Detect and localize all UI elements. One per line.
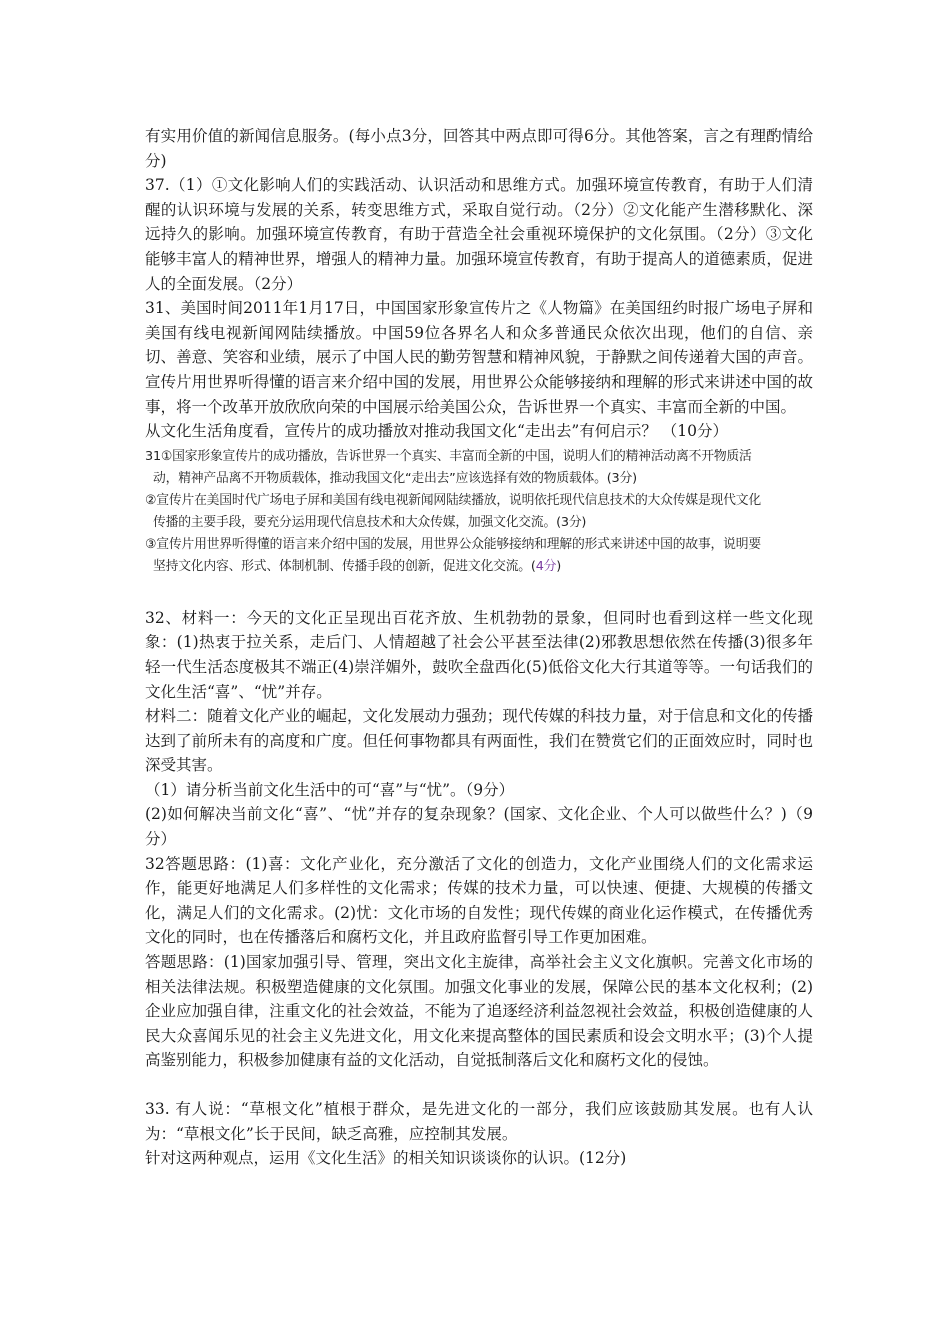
answer-31-line-3: ②宣传片在美国时代广场电子屏和美国有线电视新闻网陆续播放，说明依托现代信息技术的大众传媒是现代文化 [145,492,761,508]
answer-31-score: 4分 [535,558,557,574]
paragraph-question-32-part-2: (2)如何解决当前文化“喜”、“忧”并存的复杂现象？(国家、文化企业、个人可以做些什么？)（9分） [145,805,813,849]
paragraph-question-32-part-1: （1）请分析当前文化生活中的可“喜”与“忧”。（9分） [145,780,515,799]
answer-31-line-1: 31①国家形象宣传片的成功播放，告诉世界一个真实、丰富而全新的中国，说明人们的精神活动离不开物质活 [145,448,752,464]
paragraph-question-32-material-1: 32、材料一：今天的文化正呈现出百花齐放、生机勃勃的景象，但同时也看到这样一些文化现象：(1)热衷于拉关系，走后门、人情超越了社会公平甚至法律(2)邪教思想依然在传播(3)很多年轻一代生活态度极其不端正(4)崇洋媚外，鼓吹全盘西化(5)低俗文化大行其道等等。一句话我们的文化生活“喜”、“忧”并存。 [145,608,813,701]
answer-31-image [145,446,813,578]
paragraph-question-33: 33. 有人说：“草根文化”植根于群众，是先进文化的一部分，我们应该鼓励其发展。也有人认为：“草根文化”长于民间，缺乏高雅，应控制其发展。 [145,1100,813,1143]
document-page [145,124,813,1171]
answer-31-close: ) [556,558,562,574]
paragraph-answer-32-part-2: 答题思路：(1)国家加强引导、管理，突出文化主旋律，高举社会主义文化旗帜。完善文化市场的相关法律法规。积极塑造健康的文化氛围。加强文化事业的发展，保障公民的基本文化权利；(2)企业应加强自律，注重文化的社会效益，不能为了追逐经济利益忽视社会效益，积极创造健康的人民大众喜闻乐见的社会主义先进文化，用文化来提高整体的国民素质和设会文明水平；(3)个人提高鉴别能力，积极参加健康有益的文化活动，自觉抵制落后文化和腐朽文化的侵蚀。 [145,953,813,1070]
paragraph-scoring-note: 有实用价值的新闻信息服务。(每小点3分，回答其中两点即可得6分。其他答案，言之有理酌情给分) [145,127,813,170]
answer-31-line-6-text: 坚持文化内容、形式、体制机制、传播手段的创新，促进文化交流。( [153,558,536,574]
spacer [145,1073,813,1097]
spacer [145,582,813,606]
answer-31-line-6 [145,556,813,578]
paragraph-question-32-material-2: 材料二：随着文化产业的崛起，文化发展动力强劲；现代传媒的科技力量，对于信息和文化的传播达到了前所未有的高度和广度。但任何事物都具有两面性，我们在赞赏它们的正面效应时，同时也深受其害。 [145,707,813,775]
answer-31-line-2: 动，精神产品离不开物质载体，推动我国文化“走出去”应该选择有效的物质载体。(3分) [153,470,637,486]
answer-31-line-5: ③宣传片用世界听得懂的语言来介绍中国的发展，用世界公众能够接纳和理解的形式来讲述中国的故事，说明要 [145,536,761,552]
paragraph-question-31: 31、美国时间2011年1月17日，中国国家形象宣传片之《人物篇》在美国纽约时报广场电子屏和美国有线电视新闻网陆续播放。中国59位各界名人和众多普通民众依次出现，他们的自信、亲切、善意、笑容和业绩，展示了中国人民的勤劳智慧和精神风貌，于静默之间传递着大国的声音。宣传片用世界听得懂的语言来介绍中国的发展，用世界公众能够接纳和理解的形式来讲述中国的故事，将一个改革开放欣欣向荣的中国展示给美国公众，告诉世界一个真实、丰富而全新的中国。 [145,299,813,416]
paragraph-answer-37: 37.（1）①文化影响人们的实践活动、认识活动和思维方式。加强环境宣传教育，有助于人们清醒的认识环境与发展的关系，转变思维方式，采取自觉行动。（2分）②文化能产生潜移默化、深远持久的影响。加强环境宣传教育，有助于营造全社会重视环境保护的文化氛围。（2分）③文化能够丰富人的精神世界，增强人的精神力量。加强环境宣传教育，有助于提高人的道德素质，促进人的全面发展。（2分） [145,176,813,293]
answer-31-line-4: 传播的主要手段，要充分运用现代信息技术和大众传媒，加强文化交流。(3分) [153,514,587,530]
paragraph-question-33-prompt: 针对这两种观点，运用《文化生活》的相关知识谈谈你的认识。(12分) [145,1149,627,1168]
paragraph-answer-32-part-1: 32答题思路：(1)喜：文化产业化，充分激活了文化的创造力，文化产业围绕人们的文化需求运作，能更好地满足人们多样性的文化需求；传媒的技术力量，可以快速、便捷、大规模的传播文化，满足人们的文化需求。(2)忧：文化市场的自发性；现代传媒的商业化运作模式，在传播优秀文化的同时，也在传播落后和腐朽文化，并且政府监督引导工作更加困难。 [145,854,813,947]
paragraph-question-31-prompt: 从文化生活角度看，宣传片的成功播放对推动我国文化“走出去”有何启示？ （10分） [145,422,729,441]
